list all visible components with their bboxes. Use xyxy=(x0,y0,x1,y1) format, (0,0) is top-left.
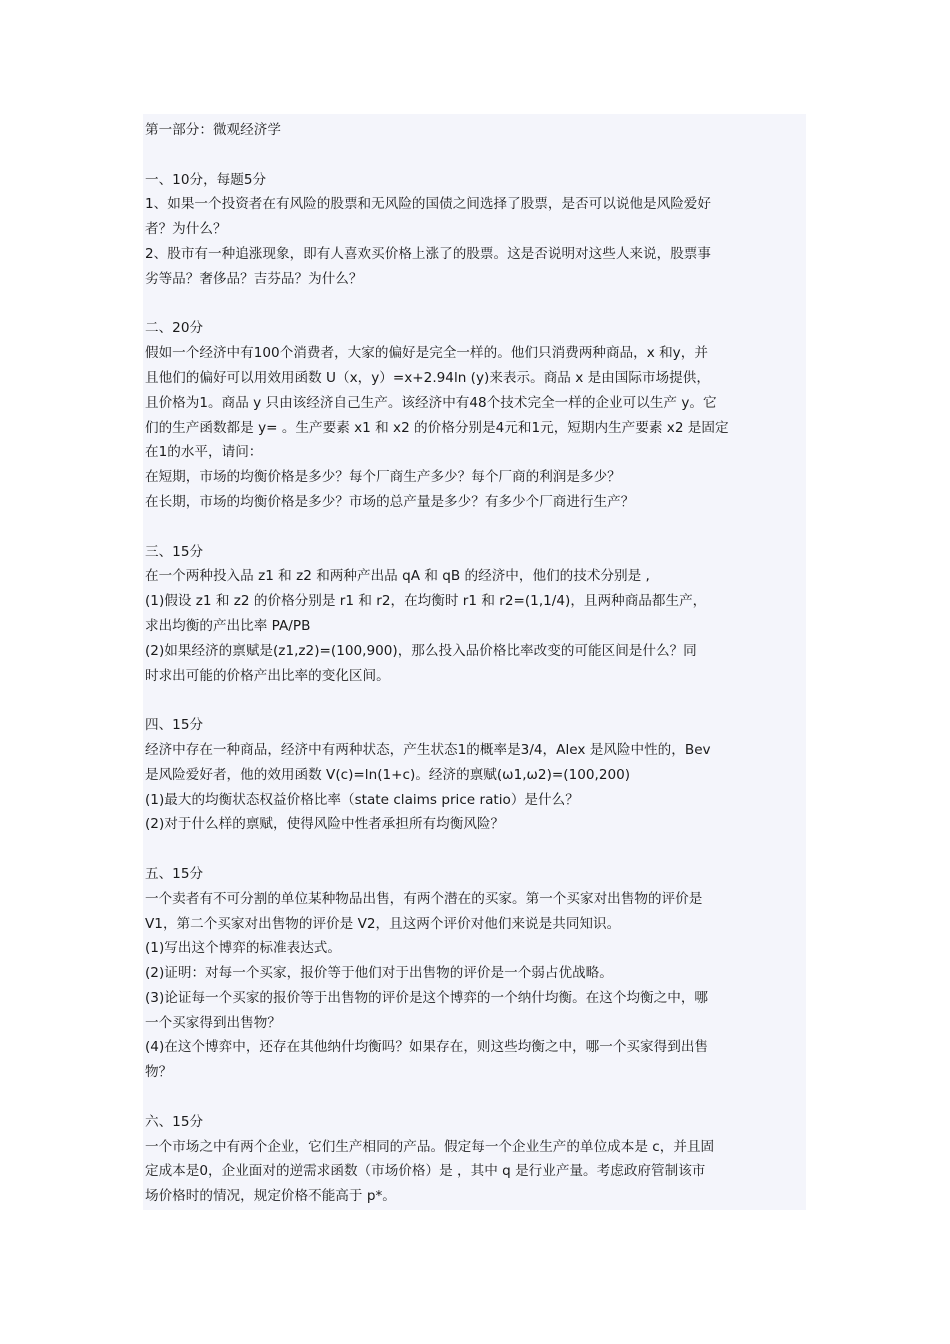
paragraph-line: (1)假设 z1 和 z2 的价格分别是 r1 和 r2，在均衡时 r1 和 r2=(1,1/4)，且两种商品都生产， xyxy=(145,593,707,610)
spacer xyxy=(145,515,804,540)
spacer xyxy=(145,688,804,713)
spacer xyxy=(145,1085,804,1110)
paragraph-line: (2)如果经济的禀赋是(z1,z2)=(100,900)，那么投入品价格比率改变的可能区间是什么？同 xyxy=(145,642,697,659)
document-body xyxy=(143,114,806,1210)
paragraph-line: V1，第二个买家对出售物的评价是 V2，且这两个评价对他们来说是共同知识。 xyxy=(145,915,621,932)
section-heading: 六、15分 xyxy=(145,1113,204,1130)
spacer xyxy=(145,837,804,862)
paragraph-line: 在1的水平，请问： xyxy=(145,444,263,461)
document-title: 第一部分：微观经济学 xyxy=(145,122,281,138)
paragraph-line: (1)写出这个博弈的标准表达式。 xyxy=(145,940,341,957)
paragraph-line: 物？ xyxy=(145,1064,173,1081)
section-heading: 三、15分 xyxy=(145,543,204,560)
section-heading: 一、10分，每题5分 xyxy=(145,171,267,188)
spacer xyxy=(145,292,804,317)
section-heading: 四、15分 xyxy=(145,717,204,734)
paragraph-line: 一个市场之中有两个企业，它们生产相同的产品。假定每一个企业生产的单位成本是 c，并且固 xyxy=(145,1138,715,1155)
paragraph-line: 在长期，市场的均衡价格是多少？市场的总产量是多少？有多少个厂商进行生产？ xyxy=(145,493,635,510)
paragraph-line: 假如一个经济中有100个消费者，大家的偏好是完全一样的。他们只消费两种商品，x 和y，并 xyxy=(145,345,708,362)
paragraph-line: 且价格为1。商品 y 只由该经济自己生产。该经济中有48个技术完全一样的企业可以生产 y。它 xyxy=(145,394,717,411)
section-heading: 二、20分 xyxy=(145,320,204,337)
spacer xyxy=(145,143,804,168)
paragraph-line: 2、股市有一种追涨现象，即有人喜欢买价格上涨了的股票。这是否说明对这些人来说，股票事 xyxy=(145,245,711,262)
paragraph-line: 在短期，市场的均衡价格是多少？每个厂商生产多少？每个厂商的利润是多少？ xyxy=(145,469,621,486)
paragraph-line: (1)最大的均衡状态权益价格比率（state claims price ratio）是什么？ xyxy=(145,791,579,808)
paragraph-line: 是风险爱好者，他的效用函数 V(c)=ln(1+c)。经济的禀赋(ω1,ω2)=(100,200) xyxy=(145,766,631,783)
paragraph-line: 劣等品？奢侈品？吉芬品？为什么？ xyxy=(145,270,363,287)
paragraph-line: (2)对于什么样的禀赋，使得风险中性者承担所有均衡风险？ xyxy=(145,816,505,833)
paragraph-line: (2)证明：对每一个买家，报价等于他们对于出售物的评价是一个弱占优战略。 xyxy=(145,965,613,982)
paragraph-line: 且他们的偏好可以用效用函数 U（x，y）=x+2.94ln (y)来表示。商品 x 是由国际市场提供， xyxy=(145,369,710,386)
paragraph-line: 们的生产函数都是 y= 。生产要素 x1 和 x2 的价格分别是4元和1元，短期内生产要素 x2 是固定 xyxy=(145,419,729,436)
paragraph-line: (4)在这个博弈中，还存在其他纳什均衡吗？如果存在，则这些均衡之中，哪一个买家得到出售 xyxy=(145,1039,709,1056)
paragraph-line: 时求出可能的价格产出比率的变化区间。 xyxy=(145,667,390,684)
paragraph-line: 一个买家得到出售物？ xyxy=(145,1014,281,1031)
paragraph-line: 一个卖者有不可分割的单位某种物品出售，有两个潜在的买家。第一个买家对出售物的评价是 xyxy=(145,890,703,907)
section-heading: 五、15分 xyxy=(145,865,204,882)
paragraph-line: 1、如果一个投资者在有风险的股票和无风险的国债之间选择了股票，是否可以说他是风险爱好 xyxy=(145,196,711,213)
paragraph-line: 经济中存在一种商品，经济中有两种状态，产生状态1的概率是3/4，Alex 是风险中性的，Bev xyxy=(145,741,711,758)
paragraph-line: 者？为什么？ xyxy=(145,221,227,238)
paragraph-line: 在一个两种投入品 z1 和 z2 和两种产出品 qA 和 qB 的经济中，他们的技术分别是 , xyxy=(145,568,650,585)
paragraph-line: 求出均衡的产出比率 PA/PB xyxy=(145,617,311,634)
paragraph-line: (3)论证每一个买家的报价等于出售物的评价是这个博弈的一个纳什均衡。在这个均衡之中，哪 xyxy=(145,989,709,1006)
paragraph-line: 场价格时的情况，规定价格不能高于 p*。 xyxy=(145,1188,396,1205)
paragraph-line: 定成本是0，企业面对的逆需求函数（市场价格）是 ，其中 q 是行业产量。考虑政府管制该市 xyxy=(145,1163,706,1180)
